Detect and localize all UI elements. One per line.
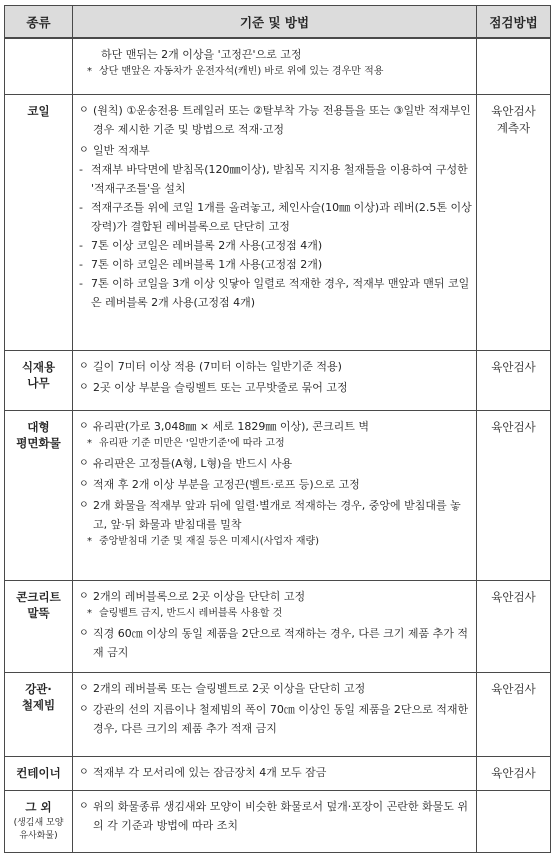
criteria-text: 길이 7미터 이상 적용 (7미터 이하는 일반기준 적용) (93, 359, 342, 373)
bullet-circle-icon: ㅇ (79, 590, 89, 602)
criteria-line (79, 160, 472, 198)
dash-icon: - (79, 162, 83, 176)
criteria-line (79, 763, 472, 782)
criteria-text: 일반 적재부 (93, 143, 150, 157)
table-row (5, 790, 551, 852)
table-header-row (5, 6, 551, 39)
criteria-text: 직경 60㎝ 이상의 동일 제품을 2단으로 적재하는 경우, 다른 크기 제품 추가 적재 금지 (93, 626, 468, 659)
bullet-circle-icon: ㅇ (79, 766, 89, 778)
criteria-line (79, 700, 472, 738)
category-subtitle: (생김새 모양 유사화물) (13, 817, 64, 841)
criteria-cell (73, 410, 477, 580)
category-cell: 그 외 (생김새 모양 유사화물) (5, 790, 73, 852)
table-row (5, 94, 551, 350)
criteria-cell (73, 350, 477, 410)
bullet-circle-icon: ㅇ (79, 703, 89, 715)
criteria-text: 적재구조틀 위에 코일 1개를 올려놓고, 체인사슬(10㎜ 이상)과 레버(2.5톤 이상 장력)가 결합된 레버블록으로 단단히 고정 (91, 200, 472, 233)
criteria-line (79, 606, 472, 622)
criteria-text: 2개의 레버블록으로 2곳 이상을 단단히 고정 (93, 589, 306, 603)
criteria-line (79, 236, 472, 255)
bullet-circle-icon: ㅇ (79, 478, 89, 490)
note-asterisk-icon: * (87, 437, 92, 449)
criteria-cell (73, 672, 477, 756)
inspection-cell: 육안검사 계측자 (477, 94, 551, 350)
criteria-text: (원칙) ①운송전용 트레일러 또는 ②탈부착 가능 전용틀을 또는 ③일반 적재부인 경우 제시한 기준 및 방법으로 적재·고정 (93, 103, 471, 136)
criteria-text: 7톤 이상 코일은 레버블록 2개 사용(고정점 4개) (91, 238, 323, 252)
note-asterisk-icon: * (87, 535, 92, 547)
dash-icon: - (79, 276, 83, 290)
criteria-line (79, 624, 472, 662)
standards-table (4, 5, 551, 853)
criteria-text: 유리판 기준 미만은 '일반기준'에 따라 고정 (99, 437, 285, 449)
criteria-cell (73, 756, 477, 790)
category-cell: 강관· 철제빔 (5, 672, 73, 756)
criteria-text: 7톤 이하 코일은 레버블록 1개 사용(고정점 2개) (91, 257, 323, 271)
bullet-circle-icon: ㅇ (79, 104, 89, 116)
criteria-line (79, 534, 472, 550)
criteria-line (79, 274, 472, 312)
dash-icon: - (79, 200, 83, 214)
criteria-line (79, 141, 472, 160)
criteria-text: 유리판은 고정틀(A형, L형)을 반드시 사용 (93, 456, 293, 470)
table-row (5, 38, 551, 94)
bullet-circle-icon: ㅇ (79, 360, 89, 372)
criteria-text: 7톤 이하 코일을 3개 이상 잇닿아 일렬로 적재한 경우, 적재부 맨앞과 맨뒤 코일은 레버블록 2개 사용(고정점 4개) (91, 276, 470, 309)
criteria-text: 2개 화물을 적재부 앞과 뒤에 일렬·별개로 적재하는 경우, 중앙에 받침대를 놓고, 앞·뒤 화물과 받침대를 밀착 (93, 498, 461, 531)
note-asterisk-icon: * (87, 66, 92, 77)
criteria-line (79, 101, 472, 139)
inspection-cell: 육안검사 (477, 350, 551, 410)
criteria-text: 강관의 선의 지름이나 철제빔의 폭이 70㎝ 이상인 동일 제품을 2단으로 적재한 경우, 다른 크기의 제품 추가 적재 금지 (93, 702, 469, 735)
criteria-text: 상단 맨앞은 자동차가 운전자석(캐빈) 바로 위에 있는 경우만 적용 (99, 66, 384, 77)
criteria-cell (73, 580, 477, 672)
table-row (5, 672, 551, 756)
criteria-text: 적재부 바닥면에 받침목(120㎜이상), 받침목 지지용 철재틀을 이용하여 구성한 '적재구조틀'을 설치 (91, 162, 468, 195)
table-row (5, 580, 551, 672)
bullet-circle-icon: ㅇ (79, 627, 89, 639)
criteria-line (79, 496, 472, 534)
criteria-line (79, 679, 472, 698)
table-row (5, 350, 551, 410)
bullet-circle-icon: ㅇ (79, 381, 89, 393)
criteria-text: 2곳 이상 부분을 슬링벨트 또는 고무밧줄로 묶어 고정 (93, 380, 348, 394)
bullet-circle-icon: ㅇ (79, 420, 89, 432)
inspection-cell (477, 790, 551, 852)
inspection-cell: 육안검사 (477, 672, 551, 756)
header-inspection: 점검방법 (477, 6, 551, 39)
criteria-line (79, 797, 472, 835)
criteria-line (79, 475, 472, 494)
criteria-text: 위의 화물종류 생김새와 모양이 비슷한 화물로서 덮개·포장이 곤란한 화물도 위의 각 기준과 방법에 따라 조치 (93, 799, 468, 832)
header-type: 종류 (5, 6, 73, 39)
category-cell: 식재용 나무 (5, 350, 73, 410)
criteria-line (79, 45, 472, 64)
criteria-cell (73, 94, 477, 350)
bullet-circle-icon: ㅇ (79, 499, 89, 511)
criteria-text: 유리판(가로 3,048㎜ × 세로 1829㎜ 이상), 콘크리트 벽 (93, 419, 370, 433)
table-body (5, 38, 551, 852)
criteria-text: 적재부 각 모서리에 있는 잠금장치 4개 모두 잠금 (93, 765, 327, 779)
criteria-line (79, 378, 472, 397)
inspection-cell (477, 38, 551, 94)
criteria-text: 적재 후 2개 이상 부분을 고정끈(벨트·로프 등)으로 고정 (93, 477, 360, 491)
criteria-line (79, 417, 472, 436)
category-cell: 콘크리트 말뚝 (5, 580, 73, 672)
bullet-circle-icon: ㅇ (79, 682, 89, 694)
note-asterisk-icon: * (87, 607, 92, 619)
criteria-line (79, 357, 472, 376)
criteria-text: 2개의 레버블록 또는 슬링벨트로 2곳 이상을 단단히 고정 (93, 681, 366, 695)
bullet-circle-icon: ㅇ (79, 800, 89, 812)
criteria-text: 하단 맨뒤는 2개 이상을 '고정끈'으로 고정 (101, 48, 302, 61)
criteria-cell (73, 790, 477, 852)
dash-icon: - (79, 238, 83, 252)
category-cell (5, 38, 73, 94)
criteria-line (79, 454, 472, 473)
category-cell: 코일 (5, 94, 73, 350)
criteria-text: 슬링벨트 금지, 반드시 레버블록 사용할 것 (99, 607, 283, 619)
criteria-line (79, 587, 472, 606)
criteria-line (79, 198, 472, 236)
criteria-line (79, 255, 472, 274)
table-row (5, 756, 551, 790)
dash-icon: - (79, 257, 83, 271)
category-cell: 대형 평면화물 (5, 410, 73, 580)
category-cell: 컨테이너 (5, 756, 73, 790)
inspection-cell: 육안검사 (477, 756, 551, 790)
header-criteria: 기준 및 방법 (73, 6, 477, 39)
criteria-line (79, 64, 472, 80)
bullet-circle-icon: ㅇ (79, 457, 89, 469)
inspection-cell: 육안검사 (477, 580, 551, 672)
criteria-text: 중앙받침대 기준 및 재질 등은 미제시(사업자 재량) (99, 535, 320, 547)
criteria-line (79, 436, 472, 452)
criteria-cell (73, 38, 477, 94)
inspection-cell: 육안검사 (477, 410, 551, 580)
table-row (5, 410, 551, 580)
bullet-circle-icon: ㅇ (79, 144, 89, 156)
